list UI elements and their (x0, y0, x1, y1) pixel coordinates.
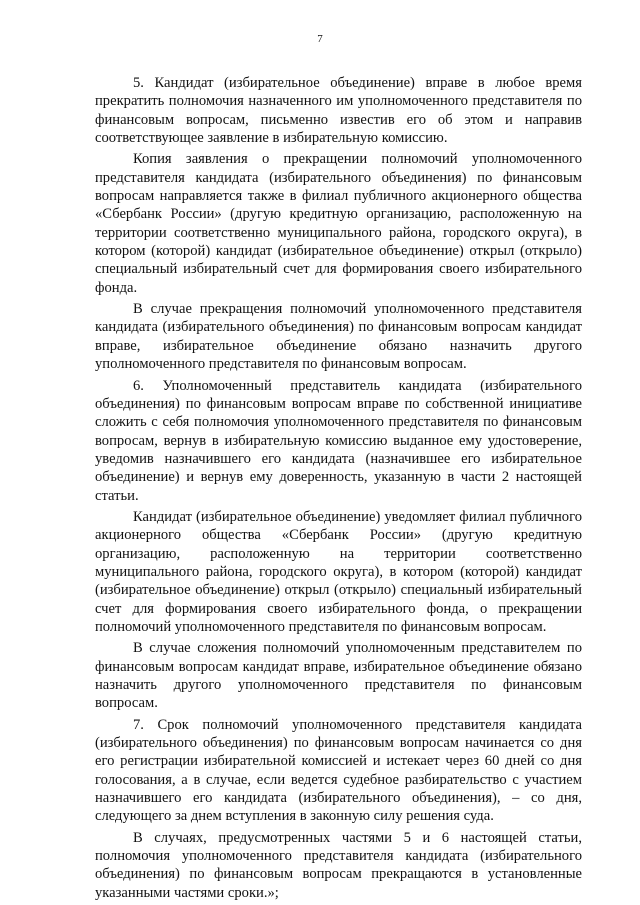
paragraph-5-main: 5. Кандидат (избирательное объединение) вправе в любое время прекратить полномочия назначенного им уполномоченного представителя по финансовым вопросам, письменно известив его об этом и направив соответствующее заявление в избирательную комиссию. (95, 75, 582, 147)
paragraph-7-term: 7. Срок полномочий уполномоченного представителя кандидата (избирательного объединения) по финансовым вопросам начинается со дня его регистрации избирательной комиссией и истекает через 60 дней со дня голосования, а в случае, если ведется судебное разбирательство с участием назначившего его кандидата (избирательного объединения), – со дня, следующего за днем вступления в законную силу решения суда. (95, 716, 582, 825)
paragraph-6-replacement: В случае сложения полномочий уполномоченным представителем по финансовым вопросам кандидат вправе, избирательное объединение обязано назначить другого уполномоченного представителя по финансовым вопросам. (95, 640, 582, 712)
paragraph-6-main: 6. Уполномоченный представитель кандидата (избирательного объединения) по финансовым вопросам вправе по собственной инициативе сложить с себя полномочия уполномоченного представителя по финансовым вопросам, вернув в избирательную комиссию выданное ему удостоверение, уведомив назначившего его кандидата (назначившее его избирательное объединение) и вернув ему доверенность, указанную в части 2 настоящей статьи. (95, 377, 582, 504)
page-number: 7 (317, 33, 323, 45)
document-body (95, 74, 582, 902)
paragraph-6-bank-notice: Кандидат (избирательное объединение) уведомляет филиал публичного акционерного общества «Сбербанк России» (другую кредитную организацию, расположенную на территории соответственно муниципального района, городского округа), в котором (которой) кандидат (избирательное объединение) открыл (открыло) специальный избирательный счет для формирования своего избирательного фонда, о прекращении полномочий уполномоченного представителя по финансовым вопросам. (95, 508, 582, 635)
paragraph-5-replacement: В случае прекращения полномочий уполномоченного представителя кандидата (избирательного объединения) по финансовым вопросам кандидат вправе, избирательное объединение обязано назначить другого уполномоченного представителя по финансовым вопросам. (95, 301, 582, 373)
paragraph-5-copy-notice: Копия заявления о прекращении полномочий уполномоченного представителя кандидата (избирательного объединения) по финансовым вопросам направляется также в филиал публичного акционерного общества «Сбербанк России» (другую кредитную организацию, расположенную на территории соответственно муниципального района, городского округа), в котором (которой) кандидат (избирательное объединение) открыл (открыло) специальный избирательный счет для формирования своего избирательного фонда. (95, 151, 582, 296)
paragraph-7-termination: В случаях, предусмотренных частями 5 и 6 настоящей статьи, полномочия уполномоченного представителя кандидата (избирательного объединения) по финансовым вопросам прекращаются в установленные указанными частями сроки.»; (95, 829, 582, 901)
